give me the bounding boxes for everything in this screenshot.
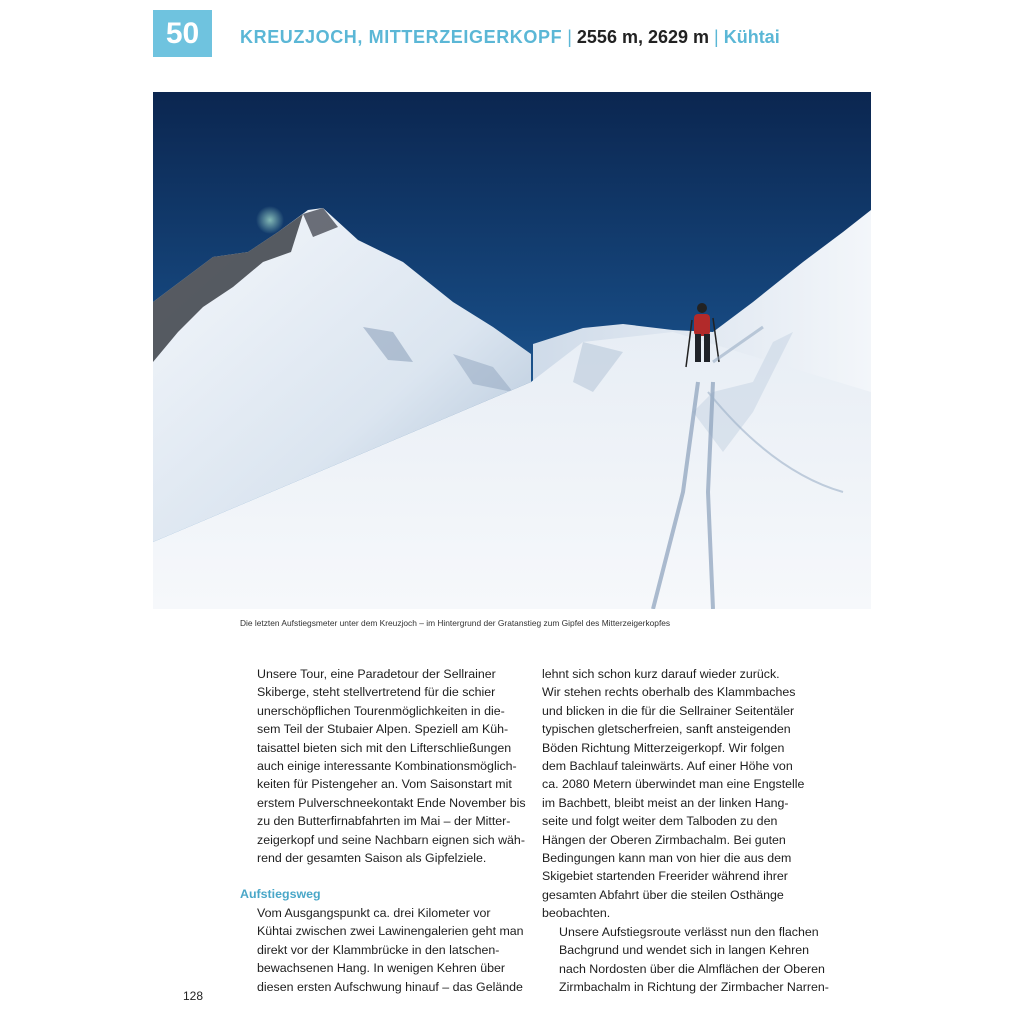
section-heading: Aufstiegsweg (240, 887, 321, 902)
text-line: dem Bachlauf taleinwärts. Auf einer Höhe von (542, 759, 793, 774)
ascent-paragraph (240, 904, 522, 996)
text-line: Hängen der Oberen Zirmbachalm. Bei guten (542, 832, 786, 847)
text-line: bewachsenen Hang. In wenigen Kehren über (257, 961, 505, 976)
header-separator: | (714, 27, 719, 47)
text-line: direkt vor der Klammbrücke in den latschen- (257, 942, 500, 957)
text-line: rend der gesamten Saison als Gipfelziele. (257, 851, 487, 866)
text-line: gesamten Abfahrt über die steilen Osthänge (542, 887, 784, 902)
text-line: beobachten. (542, 906, 611, 921)
text-line: unerschöpflichen Tourenmöglichkeiten in die- (257, 703, 505, 718)
text-column-left (240, 665, 526, 996)
tour-number-badge: 50 (153, 10, 212, 57)
text-line: im Bachbett, bleibt meist an der linken Hang- (542, 795, 789, 810)
text-line: erstem Pulverschneekontakt Ende November bis (257, 795, 526, 810)
text-line: zeigerkopf und seine Nachbarn eignen sich wäh- (257, 832, 525, 847)
text-line: diesen ersten Aufschwung hinauf – das Gelände (257, 979, 523, 994)
text-line: Bachgrund und wendet sich in langen Kehren (559, 943, 810, 958)
header-separator: | (567, 27, 572, 47)
photo-caption: Die letzten Aufstiegsmeter unter dem Kreuzjoch – im Hintergrund der Gratanstieg zum Gipfel des Mitterzeigerkopfes (240, 618, 671, 628)
text-column-right (542, 665, 829, 996)
text-line: seite und folgt weiter dem Talboden zu den (542, 814, 778, 829)
text-line: Unsere Tour, eine Paradetour der Sellrainer (257, 667, 496, 681)
text-line: taisattel bieten sich mit den Lifterschließungen (257, 740, 512, 755)
text-line: lehnt sich schon kurz darauf wieder zurück. (542, 667, 780, 681)
tour-elevations: 2556 m, 2629 m (576, 27, 710, 47)
text-line: Kühtai zwischen zwei Lawinengalerien geht man (257, 924, 524, 939)
text-line: ca. 2080 Metern überwindet man eine Engstelle (542, 777, 805, 792)
text-line: nach Nordosten über die Almflächen der Oberen (559, 961, 825, 976)
route-paragraph (542, 923, 829, 997)
tour-title: KREUZJOCH, MITTERZEIGERKOPF (240, 27, 563, 47)
text-line: Vom Ausgangspunkt ca. drei Kilometer vor (257, 905, 491, 920)
text-line: sem Teil der Stubaier Alpen. Speziell am Küh- (257, 722, 509, 737)
text-line: auch einige interessante Kombinationsmöglich- (257, 759, 517, 774)
text-line: typischen gletscherfreien, sanft ansteigenden (542, 722, 791, 737)
tour-header (240, 27, 780, 53)
text-line: Skigebiet startenden Freerider während ihrer (542, 869, 788, 884)
text-line: Skiberge, steht stellvertretend für die schier (257, 685, 496, 700)
text-line: Wir stehen rechts oberhalb des Klammbaches (542, 685, 796, 700)
text-line: zu den Butterfirnabfahrten im Mai – der Mitter- (257, 814, 511, 829)
text-line: Unsere Aufstiegsroute verlässt nun den flachen (559, 924, 819, 939)
ascent-continued-paragraph (542, 665, 824, 923)
text-line: Bedingungen kann man von hier die aus dem (542, 851, 792, 866)
text-line: keiten für Pistengeher an. Vom Saisonstart mit (257, 777, 512, 792)
page-number: 128 (183, 989, 204, 1003)
tour-region: Kühtai (723, 27, 780, 47)
text-line: Böden Richtung Mitterzeigerkopf. Wir folgen (542, 740, 785, 755)
text-line: und blicken in die für die Sellrainer Seitentäler (542, 703, 795, 718)
text-line: Zirmbachalm in Richtung der Zirmbacher Narren- (559, 979, 829, 994)
intro-paragraph (240, 665, 526, 867)
mountain-photo (153, 92, 871, 609)
